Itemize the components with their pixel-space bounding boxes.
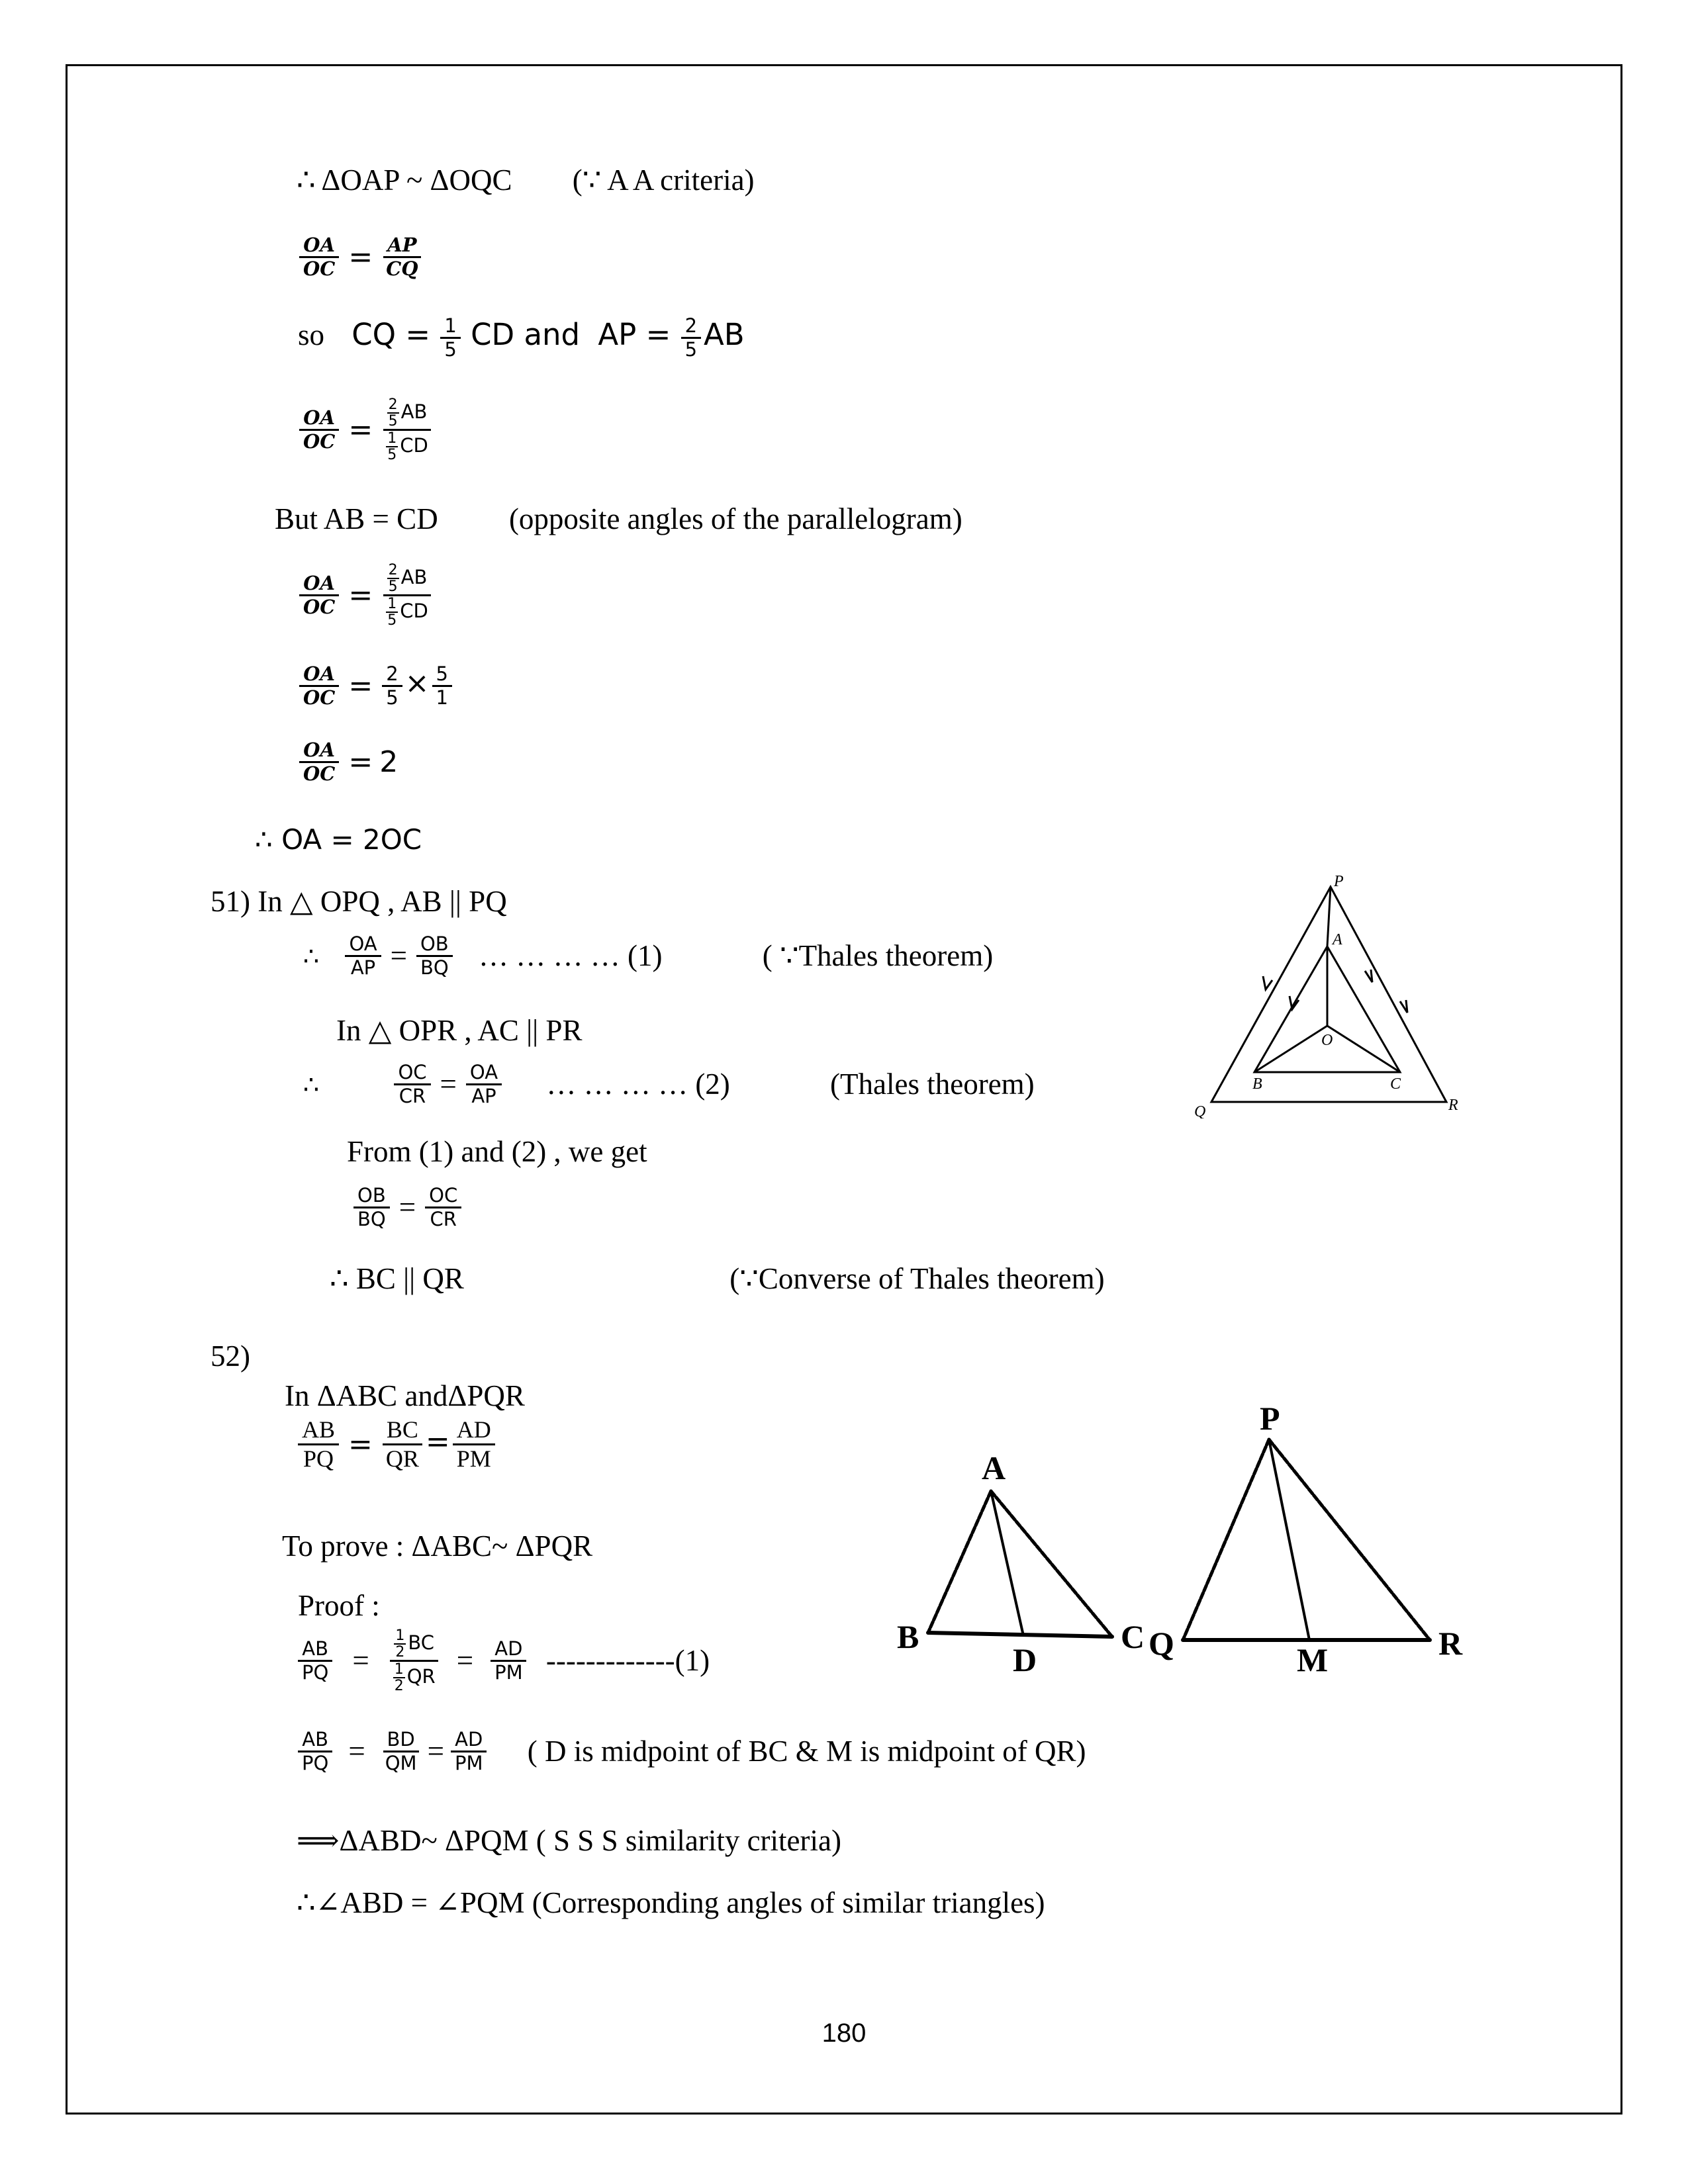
q51-from-1-2: From (1) and (2) , we get <box>347 1135 647 1168</box>
fig51-label-o: O <box>1321 1032 1333 1049</box>
fig52-label-m: M <box>1297 1641 1329 1678</box>
q52-to-prove: To prove : ΔABC~ ΔPQR <box>282 1529 593 1563</box>
figure-triangles-abc-pqr <box>897 1400 1479 1678</box>
q52-equal-angles: ∴∠ABD = ∠PQM (Corresponding angles of similar triangles) <box>297 1886 1045 1919</box>
fig51-label-q: Q <box>1194 1103 1206 1118</box>
ratio-result: $\frac{OA}{OC}$ = 2 <box>297 739 398 786</box>
q52-ratio-1: $\frac{AB}{PQ}$ = $\frac{1}{2}$ BC $\frac{1}{2}$ QR = $\frac{AD}{PM}$ -------------(1) <box>295 1628 710 1694</box>
fig52-label-p: P <box>1260 1400 1280 1437</box>
q51-ratio-2: ∴ $\frac{OC}{CR}$ = $\frac{OA}{AP}$ … … … … (2) (Thales theorem) <box>303 1061 1035 1108</box>
q52-given: In ΔABC andΔPQR <box>285 1379 525 1412</box>
q51-given: 51) In △ OPQ , AB || PQ <box>211 885 507 918</box>
fig52-label-d: D <box>1013 1641 1037 1678</box>
q51-ratio-3: $\frac{OB}{BQ}$ = $\frac{OC}{CR}$ <box>351 1185 464 1231</box>
q51-ratio-1: ∴ $\frac{OA}{AP}$ = $\frac{OB}{BQ}$ … … … … (1) ( ∵Thales theorem) <box>303 933 994 979</box>
fig52-label-q: Q <box>1149 1625 1174 1662</box>
fig52-label-b: B <box>897 1618 919 1655</box>
q52-ratio-given: $\frac{AB}{PQ}$ = $\frac{BC}{QR}$ = $\frac{AD}{PM}$ <box>295 1416 498 1473</box>
fig51-label-b: B <box>1252 1075 1262 1093</box>
q52-label: 52) <box>211 1340 250 1373</box>
fig51-label-a: A <box>1333 931 1342 948</box>
q51-opr: In △ OPR , AC || PR <box>336 1014 583 1047</box>
fig52-label-a: A <box>982 1449 1006 1486</box>
page-number: 180 <box>821 2019 867 2048</box>
cq-ap-values: so CQ = $\frac{1}{5}$ CD and AP = $\frac{2}{5}$ AB <box>298 314 745 361</box>
fig51-label-p: P <box>1334 873 1344 890</box>
ab-equals-cd: But AB = CD (opposite angles of the parallelogram) <box>275 502 962 535</box>
ratio-product: $\frac{OA}{OC}$ = $\frac{2}{5}$ × $\frac{5}{1}$ <box>297 663 455 709</box>
ratio-substitution-2: $\frac{OA}{OC}$ = $\frac{2}{5}$ AB $\frac{1}{5}$ CD <box>297 563 435 628</box>
ratio-substitution-1: $\frac{OA}{OC}$ = $\frac{2}{5}$ AB $\frac{1}{5}$ CD <box>297 397 435 463</box>
fig51-label-c: C <box>1390 1075 1401 1093</box>
statement-similar-triangles: ∴ ΔOAP ~ ΔOQC (∵ A A criteria) <box>297 163 755 197</box>
figure-triangle-opq <box>1192 870 1476 1118</box>
fig52-label-r: R <box>1438 1625 1463 1662</box>
q52-proof-label: Proof : <box>298 1589 380 1622</box>
q52-similar-triangles: ⟹ΔABD~ ΔPQM ( S S S similarity criteria) <box>297 1824 841 1857</box>
ratio-oa-oc-ap-cq: $\frac{OA}{OC}$ = $\frac{AP}{CQ}$ <box>297 234 425 281</box>
q52-ratio-2: $\frac{AB}{PQ}$ = $\frac{BD}{QM}$ = $\frac{AD}{PM}$ ( D is midpoint of BC & M is midpoint of QR) <box>295 1729 1086 1775</box>
fig52-label-c: C <box>1121 1618 1145 1655</box>
q51-conclusion: ∴ BC || QR (∵Converse of Thales theorem) <box>330 1262 1105 1295</box>
conclusion-oa-2oc: ∴ OA = 2OC <box>255 823 422 856</box>
fig51-label-r: R <box>1448 1097 1458 1114</box>
